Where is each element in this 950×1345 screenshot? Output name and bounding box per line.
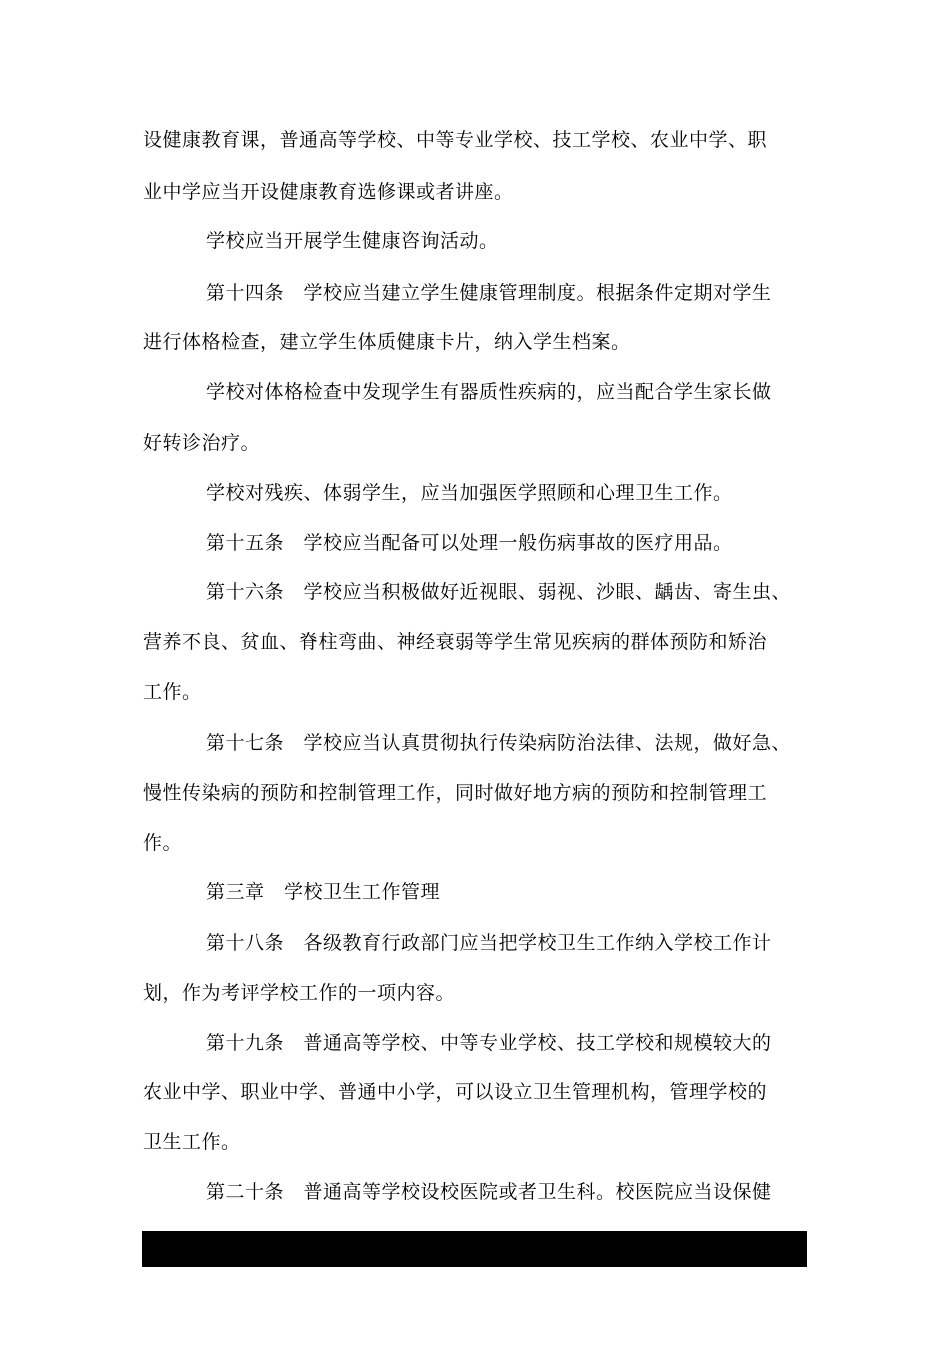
article-20-heading-line: 第二十条 普通高等学校设校医院或者卫生科。校医院应当设保健 — [206, 1181, 772, 1203]
article-14-heading-line: 第十四条 学校应当建立学生健康管理制度。根据条件定期对学生 — [206, 282, 772, 304]
text-line: 慢性传染病的预防和控制管理工作，同时做好地方病的预防和控制管理工 — [143, 782, 768, 804]
article-18-heading-line: 第十八条 各级教育行政部门应当把学校卫生工作纳入学校工作计 — [206, 932, 772, 954]
chapter-3-heading: 第三章 学校卫生工作管理 — [206, 881, 441, 903]
text-line: 工作。 — [143, 681, 202, 703]
text-line: 学校应当开展学生健康咨询活动。 — [206, 230, 499, 252]
text-line: 划，作为考评学校工作的一项内容。 — [143, 982, 456, 1004]
text-line: 营养不良、贫血、脊柱弯曲、神经衰弱等学生常见疾病的群体预防和矫治 — [143, 631, 768, 653]
article-15-heading-line: 第十五条 学校应当配备可以处理一般伤病事故的医疗用品。 — [206, 532, 733, 554]
article-19-heading-line: 第十九条 普通高等学校、中等专业学校、技工学校和规模较大的 — [206, 1032, 772, 1054]
text-line: 学校对残疾、体弱学生，应当加强医学照顾和心理卫生工作。 — [206, 482, 733, 504]
article-16-heading-line: 第十六条 学校应当积极做好近视眼、弱视、沙眼、龋齿、寄生虫、 — [206, 581, 792, 603]
text-line: 卫生工作。 — [143, 1131, 241, 1153]
article-17-heading-line: 第十七条 学校应当认真贯彻执行传染病防治法律、法规，做好急、 — [206, 732, 792, 754]
text-line: 作。 — [143, 832, 183, 854]
text-line: 设健康教育课，普通高等学校、中等专业学校、技工学校、农业中学、职 — [143, 129, 768, 151]
text-line: 业中学应当开设健康教育选修课或者讲座。 — [143, 181, 514, 203]
black-footer-bar — [142, 1231, 807, 1267]
text-line: 学校对体格检查中发现学生有器质性疾病的，应当配合学生家长做 — [206, 381, 772, 403]
text-line: 好转诊治疗。 — [143, 432, 261, 454]
text-line: 进行体格检查，建立学生体质健康卡片，纳入学生档案。 — [143, 331, 631, 353]
text-line: 农业中学、职业中学、普通中小学，可以设立卫生管理机构，管理学校的 — [143, 1081, 768, 1103]
